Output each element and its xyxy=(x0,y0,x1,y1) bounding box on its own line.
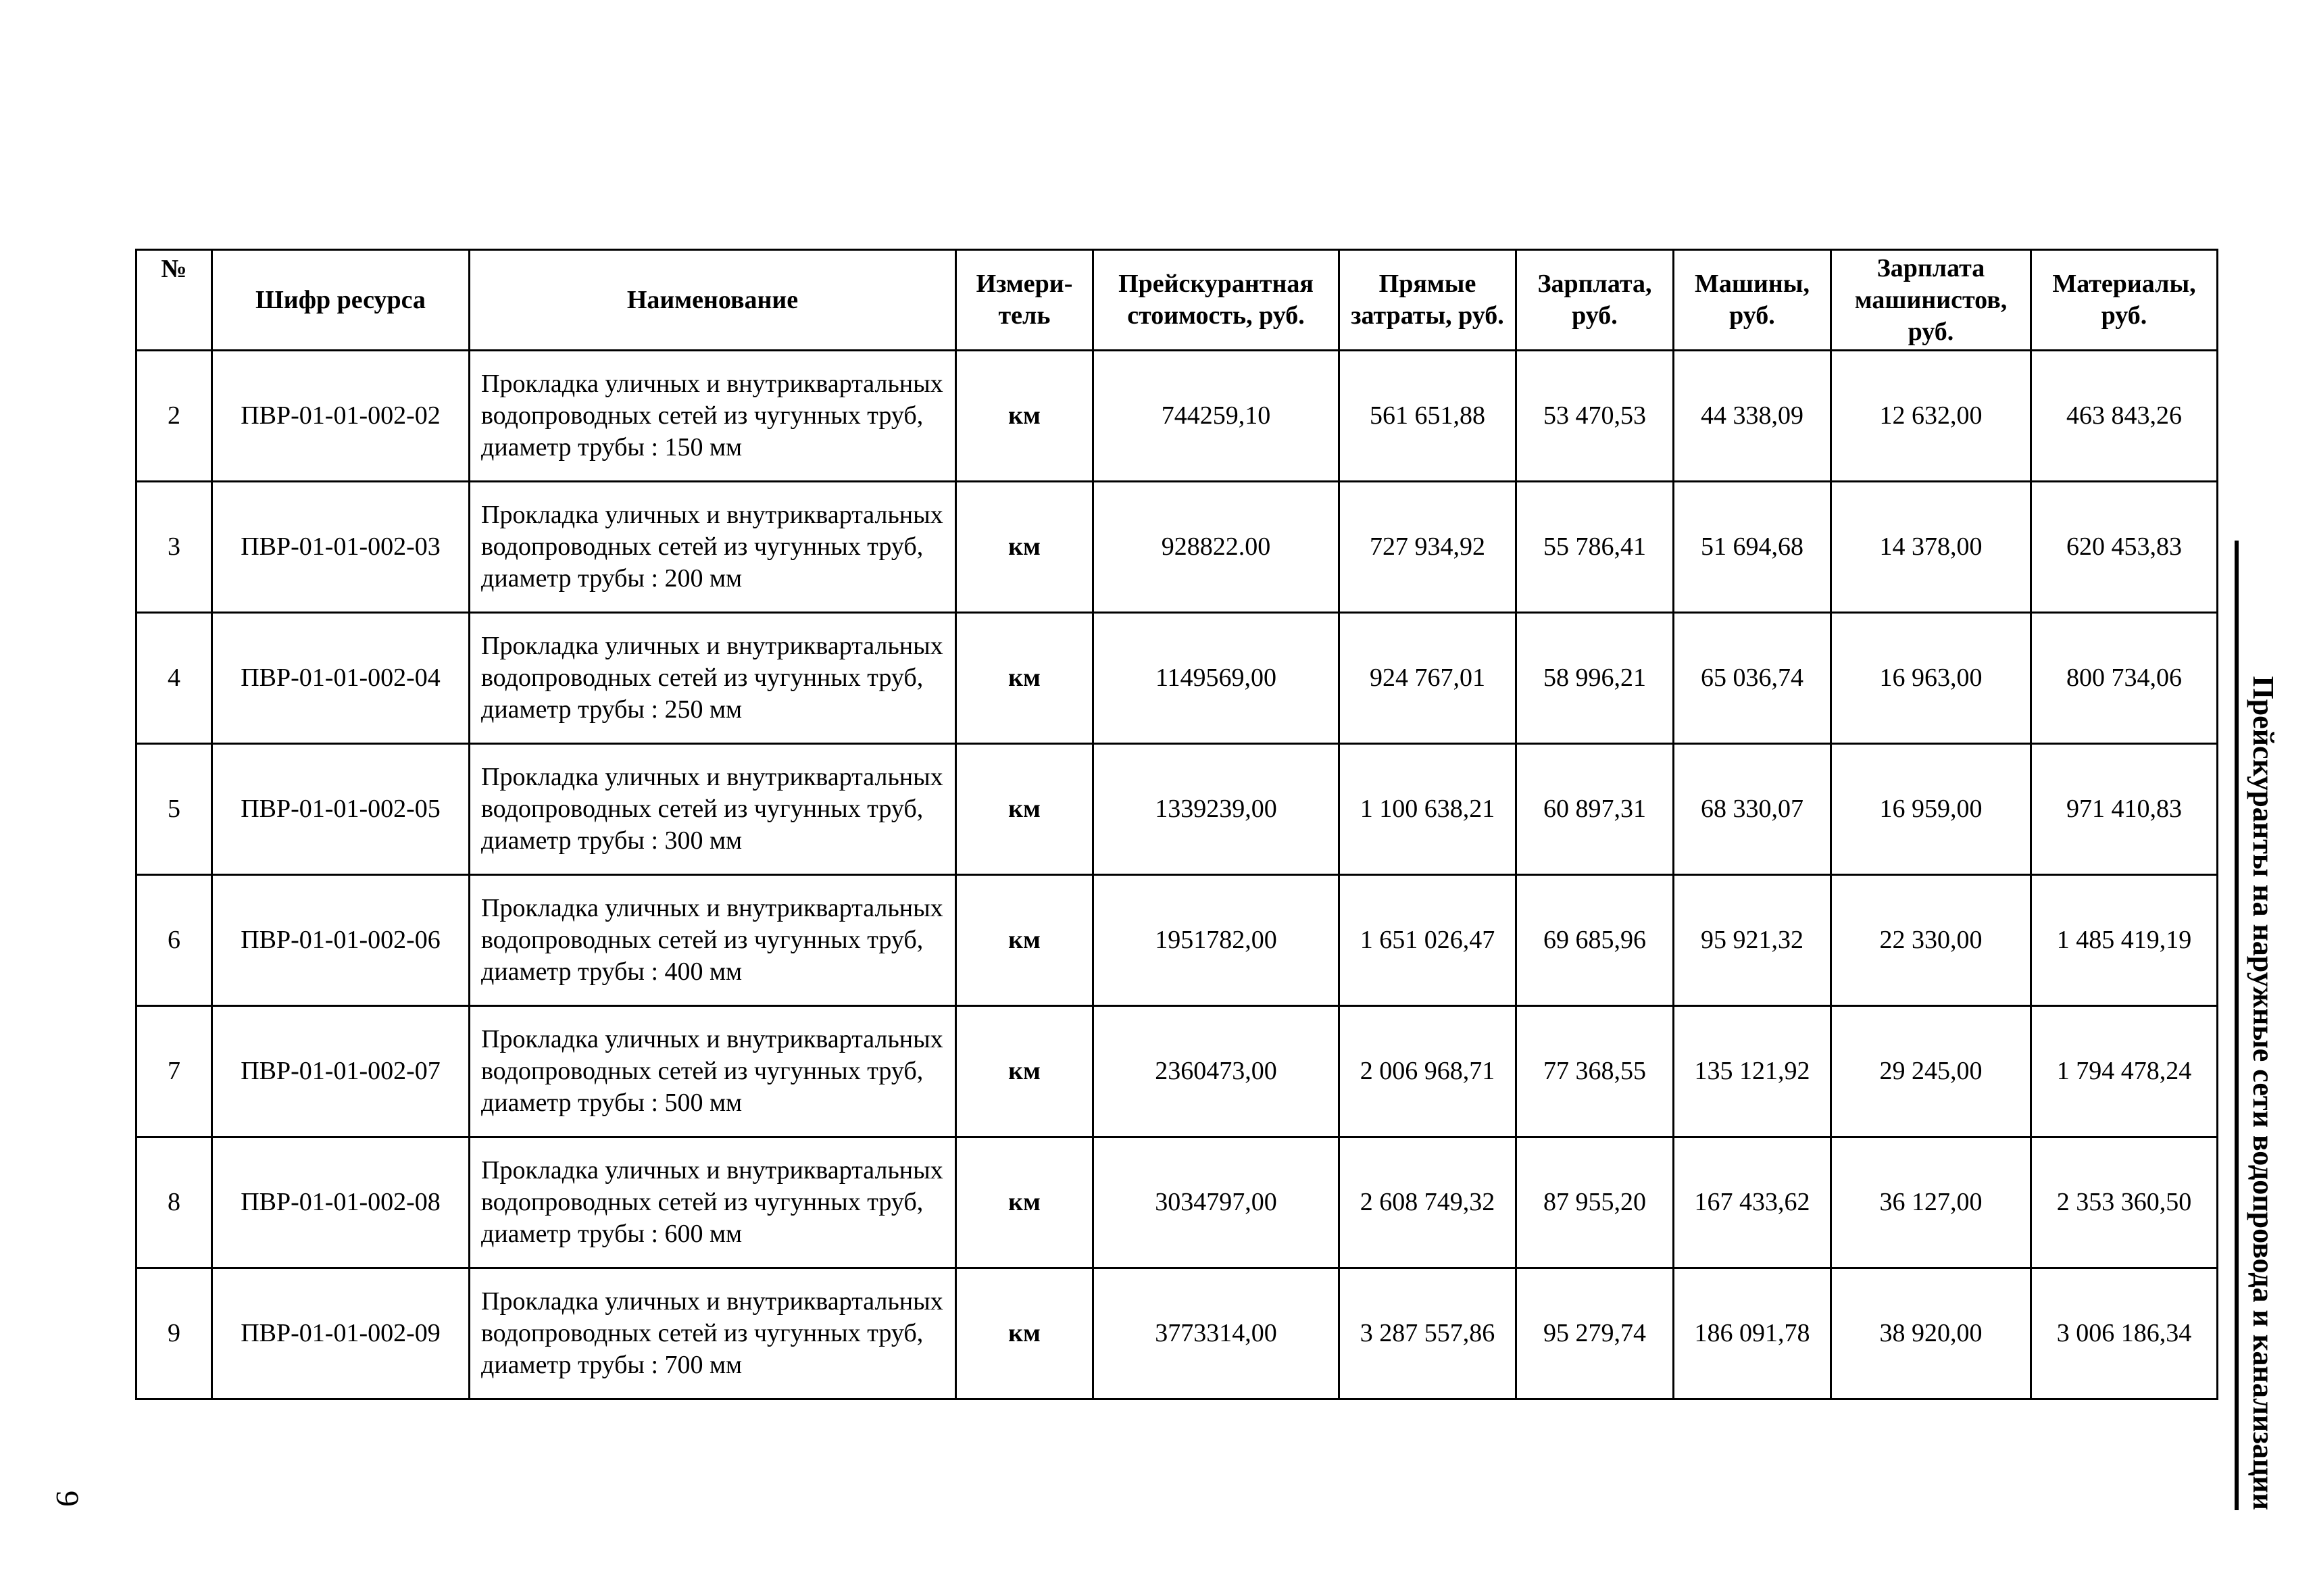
row-name: Прокладка уличных и внутриквартальных водопроводных сетей из чугунных труб, диаметр трубы : 600 мм xyxy=(470,1137,956,1268)
row-machines: 167 433,62 xyxy=(1674,1137,1831,1268)
row-machinist-salary: 22 330,00 xyxy=(1831,875,2031,1006)
row-num: 3 xyxy=(136,482,212,613)
page-number: 9 xyxy=(49,1491,85,1507)
row-price: 744259,10 xyxy=(1093,351,1339,482)
row-num: 4 xyxy=(136,613,212,744)
header-salary: Зарплата, руб. xyxy=(1516,250,1674,351)
row-machinist-salary: 16 963,00 xyxy=(1831,613,2031,744)
row-unit: км xyxy=(956,482,1093,613)
row-materials: 971 410,83 xyxy=(2031,744,2218,875)
row-price: 1951782,00 xyxy=(1093,875,1339,1006)
row-salary: 53 470,53 xyxy=(1516,351,1674,482)
row-code: ПВР-01-01-002-03 xyxy=(212,482,470,613)
row-materials: 1 485 419,19 xyxy=(2031,875,2218,1006)
row-machines: 95 921,32 xyxy=(1674,875,1831,1006)
header-machines: Машины, руб. xyxy=(1674,250,1831,351)
row-price: 1339239,00 xyxy=(1093,744,1339,875)
table-row xyxy=(136,482,2218,613)
row-salary: 87 955,20 xyxy=(1516,1137,1674,1268)
row-name: Прокладка уличных и внутриквартальных водопроводных сетей из чугунных труб, диаметр трубы : 300 мм xyxy=(470,744,956,875)
price-table xyxy=(135,249,2218,1400)
header-materials: Материалы, руб. xyxy=(2031,250,2218,351)
row-direct: 1 100 638,21 xyxy=(1339,744,1516,875)
row-direct: 2 608 749,32 xyxy=(1339,1137,1516,1268)
row-direct: 1 651 026,47 xyxy=(1339,875,1516,1006)
header-code: Шифр ресурса xyxy=(212,250,470,351)
row-code: ПВР-01-01-002-08 xyxy=(212,1137,470,1268)
row-price: 2360473,00 xyxy=(1093,1006,1339,1137)
table-row xyxy=(136,613,2218,744)
row-num: 2 xyxy=(136,351,212,482)
header-machinist-salary: Зарплата машинистов, руб. xyxy=(1831,250,2031,351)
row-code: ПВР-01-01-002-02 xyxy=(212,351,470,482)
row-num: 9 xyxy=(136,1268,212,1399)
table-row xyxy=(136,744,2218,875)
row-direct: 727 934,92 xyxy=(1339,482,1516,613)
row-unit: км xyxy=(956,1137,1093,1268)
row-price: 3034797,00 xyxy=(1093,1137,1339,1268)
header-num: № xyxy=(136,250,212,351)
row-machinist-salary: 16 959,00 xyxy=(1831,744,2031,875)
side-title: Прейскуранты на наружные сети водопровода и канализации xyxy=(2247,676,2281,1510)
row-direct: 3 287 557,86 xyxy=(1339,1268,1516,1399)
table-row xyxy=(136,351,2218,482)
row-machines: 186 091,78 xyxy=(1674,1268,1831,1399)
row-machines: 68 330,07 xyxy=(1674,744,1831,875)
row-salary: 58 996,21 xyxy=(1516,613,1674,744)
row-num: 7 xyxy=(136,1006,212,1137)
row-unit: км xyxy=(956,613,1093,744)
row-code: ПВР-01-01-002-07 xyxy=(212,1006,470,1137)
row-salary: 60 897,31 xyxy=(1516,744,1674,875)
row-num: 5 xyxy=(136,744,212,875)
row-code: ПВР-01-01-002-06 xyxy=(212,875,470,1006)
row-price: 3773314,00 xyxy=(1093,1268,1339,1399)
row-machinist-salary: 12 632,00 xyxy=(1831,351,2031,482)
row-salary: 77 368,55 xyxy=(1516,1006,1674,1137)
row-unit: км xyxy=(956,351,1093,482)
row-name: Прокладка уличных и внутриквартальных водопроводных сетей из чугунных труб, диаметр трубы : 250 мм xyxy=(470,613,956,744)
row-num: 6 xyxy=(136,875,212,1006)
row-materials: 1 794 478,24 xyxy=(2031,1006,2218,1137)
row-direct: 924 767,01 xyxy=(1339,613,1516,744)
table-row xyxy=(136,875,2218,1006)
row-price: 1149569,00 xyxy=(1093,613,1339,744)
row-num: 8 xyxy=(136,1137,212,1268)
row-unit: км xyxy=(956,1006,1093,1137)
row-machines: 44 338,09 xyxy=(1674,351,1831,482)
header-name: Наименование xyxy=(470,250,956,351)
row-name: Прокладка уличных и внутриквартальных водопроводных сетей из чугунных труб, диаметр трубы : 400 мм xyxy=(470,875,956,1006)
header-unit: Измери-тель xyxy=(956,250,1093,351)
row-machinist-salary: 36 127,00 xyxy=(1831,1137,2031,1268)
row-code: ПВР-01-01-002-04 xyxy=(212,613,470,744)
row-materials: 463 843,26 xyxy=(2031,351,2218,482)
row-salary: 69 685,96 xyxy=(1516,875,1674,1006)
row-machinist-salary: 38 920,00 xyxy=(1831,1268,2031,1399)
row-direct: 2 006 968,71 xyxy=(1339,1006,1516,1137)
row-unit: км xyxy=(956,744,1093,875)
table-row xyxy=(136,1268,2218,1399)
row-materials: 620 453,83 xyxy=(2031,482,2218,613)
row-direct: 561 651,88 xyxy=(1339,351,1516,482)
row-code: ПВР-01-01-002-05 xyxy=(212,744,470,875)
row-materials: 800 734,06 xyxy=(2031,613,2218,744)
header-direct: Прямые затраты, руб. xyxy=(1339,250,1516,351)
row-name: Прокладка уличных и внутриквартальных водопроводных сетей из чугунных труб, диаметр трубы : 200 мм xyxy=(470,482,956,613)
row-machinist-salary: 14 378,00 xyxy=(1831,482,2031,613)
row-code: ПВР-01-01-002-09 xyxy=(212,1268,470,1399)
row-materials: 3 006 186,34 xyxy=(2031,1268,2218,1399)
row-name: Прокладка уличных и внутриквартальных водопроводных сетей из чугунных труб, диаметр трубы : 700 мм xyxy=(470,1268,956,1399)
row-materials: 2 353 360,50 xyxy=(2031,1137,2218,1268)
row-name: Прокладка уличных и внутриквартальных водопроводных сетей из чугунных труб, диаметр трубы : 500 мм xyxy=(470,1006,956,1137)
row-price: 928822.00 xyxy=(1093,482,1339,613)
row-machines: 65 036,74 xyxy=(1674,613,1831,744)
row-machines: 135 121,92 xyxy=(1674,1006,1831,1137)
row-salary: 95 279,74 xyxy=(1516,1268,1674,1399)
row-machinist-salary: 29 245,00 xyxy=(1831,1006,2031,1137)
header-price: Прейскурантная стоимость, руб. xyxy=(1093,250,1339,351)
table-row xyxy=(136,1137,2218,1268)
row-unit: км xyxy=(956,1268,1093,1399)
row-machines: 51 694,68 xyxy=(1674,482,1831,613)
row-salary: 55 786,41 xyxy=(1516,482,1674,613)
table-row xyxy=(136,1006,2218,1137)
row-name: Прокладка уличных и внутриквартальных водопроводных сетей из чугунных труб, диаметр трубы : 150 мм xyxy=(470,351,956,482)
table-header-row xyxy=(136,250,2218,351)
row-unit: км xyxy=(956,875,1093,1006)
